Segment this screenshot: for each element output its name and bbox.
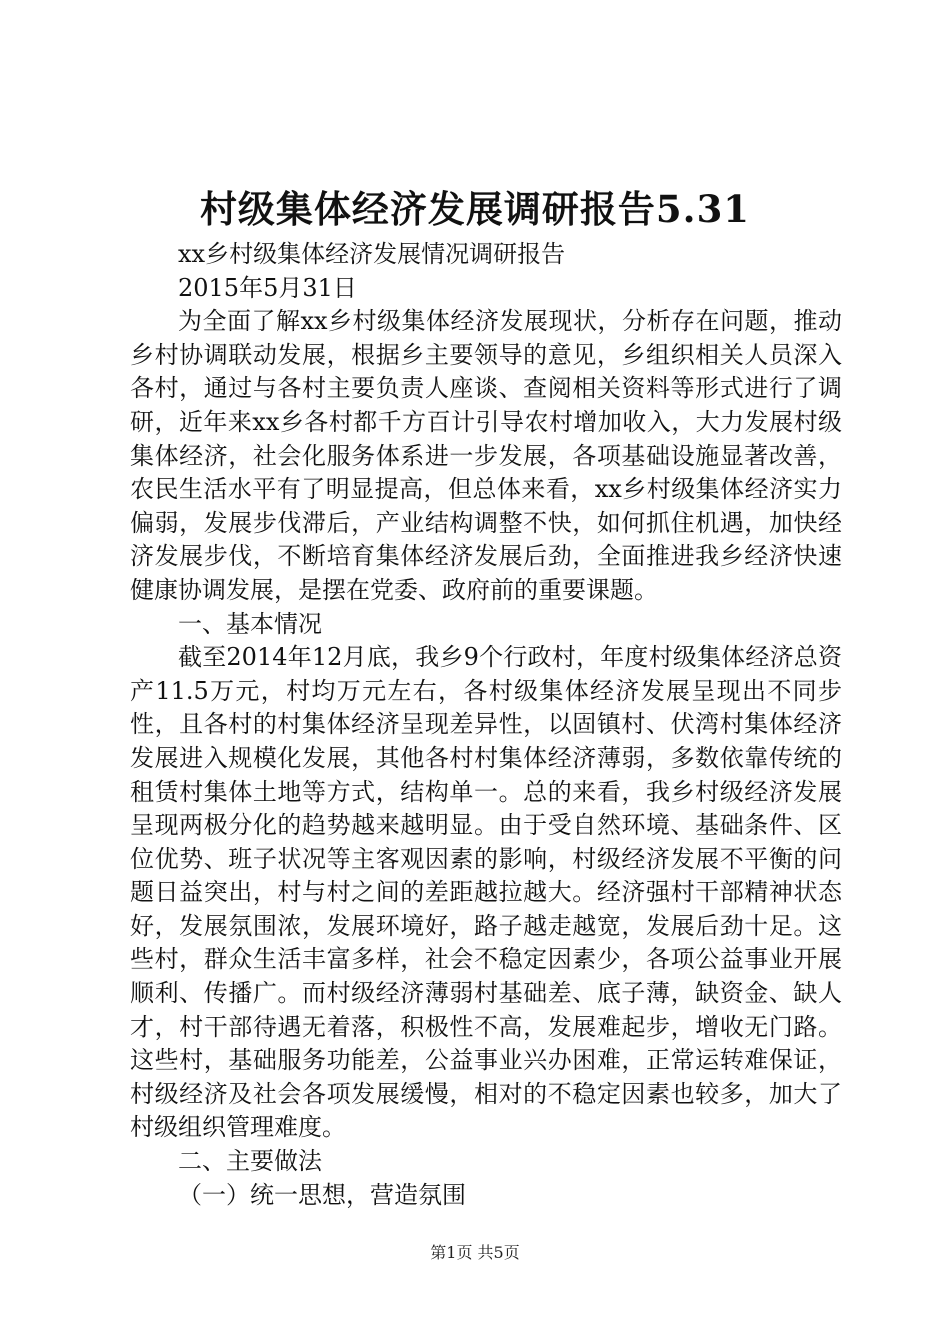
subsection-heading-unify-thinking: （一）统一思想，营造氛围 — [178, 1180, 466, 1209]
paragraph-basic-situation: 截至2014年12月底，我乡9个行政村，年度村级集体经济总资产11.5万元，村均万元左右，各村级集体经济发展呈现出不同步性，且各村的村集体经济呈现差异性，以固镇村、伏湾村集体经济发展进入规模化发展，其他各村村集体经济薄弱，多数依靠传统的租赁村集体土地等方式，结构单一。总的来看，我乡村级经济发展呈现两极分化的趋势越来越明显。由于受自然环境、基础条件、区位优势、班子状况等主客观因素的影响，村级经济发展不平衡的问题日益突出，村与村之间的差距越拉越大。经济强村干部精神状态好，发展氛围浓，发展环境好，路子越走越宽，发展后劲十足。这些村，群众生活丰富多样，社会不稳定因素少，各项公益事业开展顺利、传播广。而村级经济薄弱村基础差、底子薄，缺资金、缺人才，村干部待遇无着落，积极性不高，发展难起步，增收无门路。这些村，基础服务功能差，公益事业兴办困难，正常运转难保证，村级经济及社会各项发展缓慢，相对的不稳定因素也较多，加大了村级组织管理难度。 — [130, 643, 842, 1142]
page-footer: 第1页 共5页 — [430, 1243, 520, 1262]
section-heading-basic-situation: 一、基本情况 — [178, 609, 322, 638]
document-body — [130, 238, 842, 1212]
document-title: 村级集体经济发展调研报告5.31 — [199, 187, 751, 231]
report-subtitle: xx乡村级集体经济发展情况调研报告 — [178, 240, 566, 268]
report-date: 2015年5月31日 — [178, 273, 357, 302]
paragraph-intro: 为全面了解xx乡村级集体经济发展现状，分析存在问题，推动乡村协调联动发展，根据乡主要领导的意见，乡组织相关人员深入各村，通过与各村主要负责人座谈、查阅相关资料等形式进行了调研，近年来xx乡各村都千方百计引导农村增加收入，大力发展村级集体经济，社会化服务体系进一步发展，各项基础设施显著改善，农民生活水平有了明显提高，但总体来看，xx乡村级集体经济实力偏弱，发展步伐滞后，产业结构调整不快，如何抓住机遇，加快经济发展步伐，不断培育集体经济发展后劲，全面推进我乡经济快速健康协调发展，是摆在党委、政府前的重要课题。 — [130, 307, 842, 604]
section-heading-main-practices: 二、主要做法 — [178, 1147, 322, 1176]
